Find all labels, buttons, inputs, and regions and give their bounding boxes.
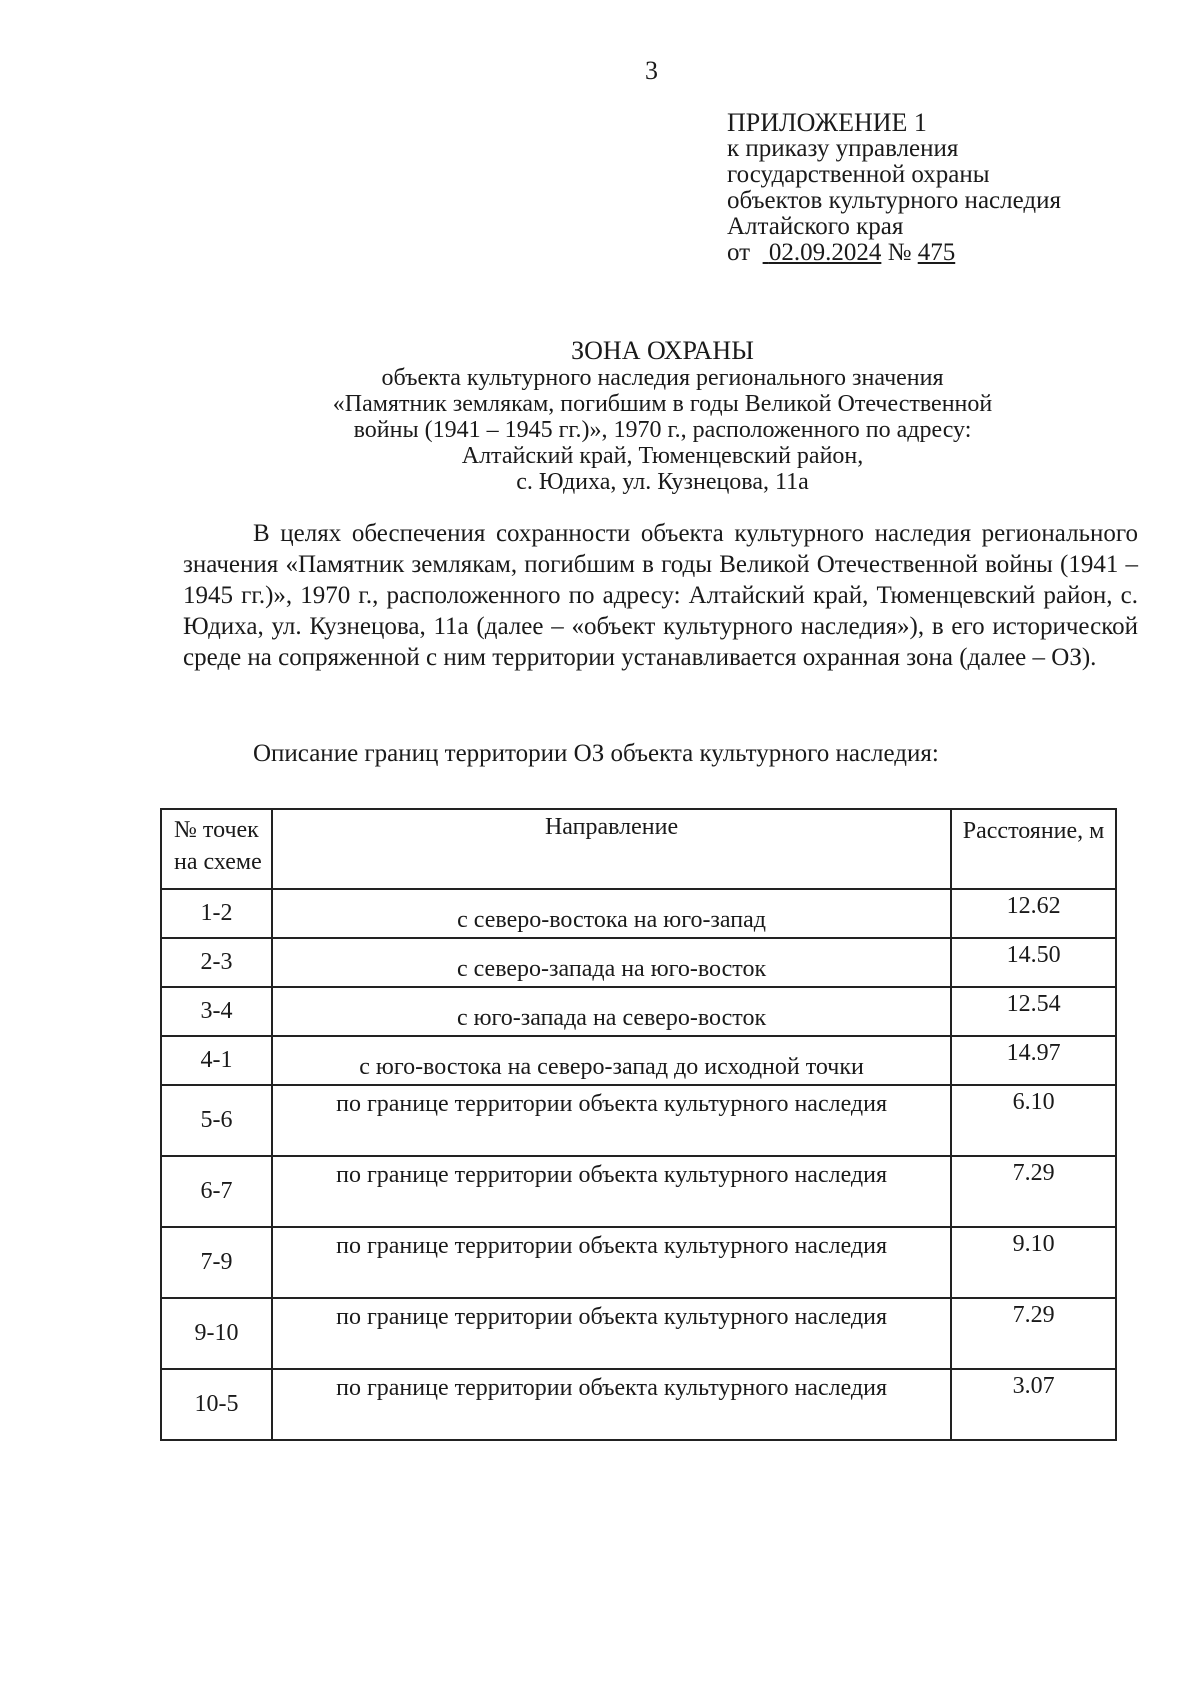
header-points-line: на схеме	[174, 849, 262, 875]
heading-line: Алтайский край, Тюменцевский район,	[461, 443, 864, 469]
table-row	[161, 889, 1116, 938]
date-prefix: от	[727, 239, 751, 266]
table-row	[161, 1369, 1116, 1440]
table-row	[161, 1156, 1116, 1227]
table-caption: Описание границ территории ОЗ объекта культурного наследия:	[253, 740, 939, 767]
cell-distance: 9.10	[951, 1227, 1116, 1298]
cell-direction: по границе территории объекта культурного наследия	[272, 1085, 951, 1156]
cell-direction: с северо-востока на юго-запад	[272, 889, 951, 938]
order-number: 475	[917, 239, 956, 266]
header-direction: Направление	[272, 809, 951, 889]
order-date-value: 02.09.2024	[768, 239, 882, 266]
appendix-line: к приказу управления	[727, 135, 959, 162]
cell-distance: 12.54	[951, 987, 1116, 1036]
cell-points: 9-10	[161, 1298, 272, 1369]
cell-points: 4-1	[161, 1036, 272, 1085]
header-distance: Расстояние, м	[951, 809, 1116, 889]
table-header-row	[161, 809, 1116, 889]
cell-points: 3-4	[161, 987, 272, 1036]
page-number: 3	[645, 56, 658, 85]
table-row	[161, 1085, 1116, 1156]
document-heading	[200, 338, 1125, 495]
cell-direction: по границе территории объекта культурного наследия	[272, 1156, 951, 1227]
cell-points: 7-9	[161, 1227, 272, 1298]
heading-title: ЗОНА ОХРАНЫ	[571, 336, 754, 365]
cell-distance: 7.29	[951, 1156, 1116, 1227]
cell-direction: по границе территории объекта культурного наследия	[272, 1227, 951, 1298]
cell-distance: 12.62	[951, 889, 1116, 938]
table-row	[161, 1298, 1116, 1369]
appendix-line: Алтайского края	[727, 213, 904, 240]
order-date	[763, 239, 882, 266]
boundary-table	[160, 808, 1117, 1441]
cell-direction: с юго-запада на северо-восток	[272, 987, 951, 1036]
cell-distance: 6.10	[951, 1085, 1116, 1156]
table-row	[161, 1227, 1116, 1298]
cell-points: 10-5	[161, 1369, 272, 1440]
cell-points: 5-6	[161, 1085, 272, 1156]
cell-distance: 3.07	[951, 1369, 1116, 1440]
cell-points: 1-2	[161, 889, 272, 938]
cell-points: 6-7	[161, 1156, 272, 1227]
appendix-line: объектов культурного наследия	[727, 187, 1061, 214]
heading-line: «Памятник землякам, погибшим в годы Великой Отечественной	[332, 391, 993, 417]
appendix-title: ПРИЛОЖЕНИЕ 1	[727, 108, 927, 137]
heading-line: объекта культурного наследия регионального значения	[381, 365, 944, 391]
cell-distance: 14.97	[951, 1036, 1116, 1085]
heading-line: войны (1941 – 1945 гг.)», 1970 г., расположенного по адресу:	[353, 417, 972, 443]
cell-direction: с северо-запада на юго-восток	[272, 938, 951, 987]
table-row	[161, 1036, 1116, 1085]
appendix-date-line	[727, 240, 1061, 266]
header-points	[161, 809, 272, 889]
cell-direction: по границе территории объекта культурного наследия	[272, 1369, 951, 1440]
appendix-block	[727, 110, 1061, 266]
header-points-line: № точек	[174, 817, 259, 843]
body-paragraph: В целях обеспечения сохранности объекта культурного наследия регионального значения «Памятник землякам, погибшим в годы Великой Отечественной войны (1941 – 1945 гг.)», 1970 г., расположенного по адресу: Алтайский край, Тюменцевский район, с. Юдиха, ул. Кузнецова, 11а (далее – «объект культурного наследия»), в его исторической среде на сопряженной с ним территории устанавливается охранная зона (далее – ОЗ).	[183, 520, 1138, 671]
number-sign: №	[887, 239, 912, 266]
table-row	[161, 938, 1116, 987]
cell-direction: по границе территории объекта культурного наследия	[272, 1298, 951, 1369]
cell-distance: 14.50	[951, 938, 1116, 987]
cell-points: 2-3	[161, 938, 272, 987]
cell-distance: 7.29	[951, 1298, 1116, 1369]
heading-line: с. Юдиха, ул. Кузнецова, 11а	[516, 469, 809, 495]
cell-direction: с юго-востока на северо-запад до исходной точки	[272, 1036, 951, 1085]
table-row	[161, 987, 1116, 1036]
appendix-line: государственной охраны	[727, 161, 990, 188]
